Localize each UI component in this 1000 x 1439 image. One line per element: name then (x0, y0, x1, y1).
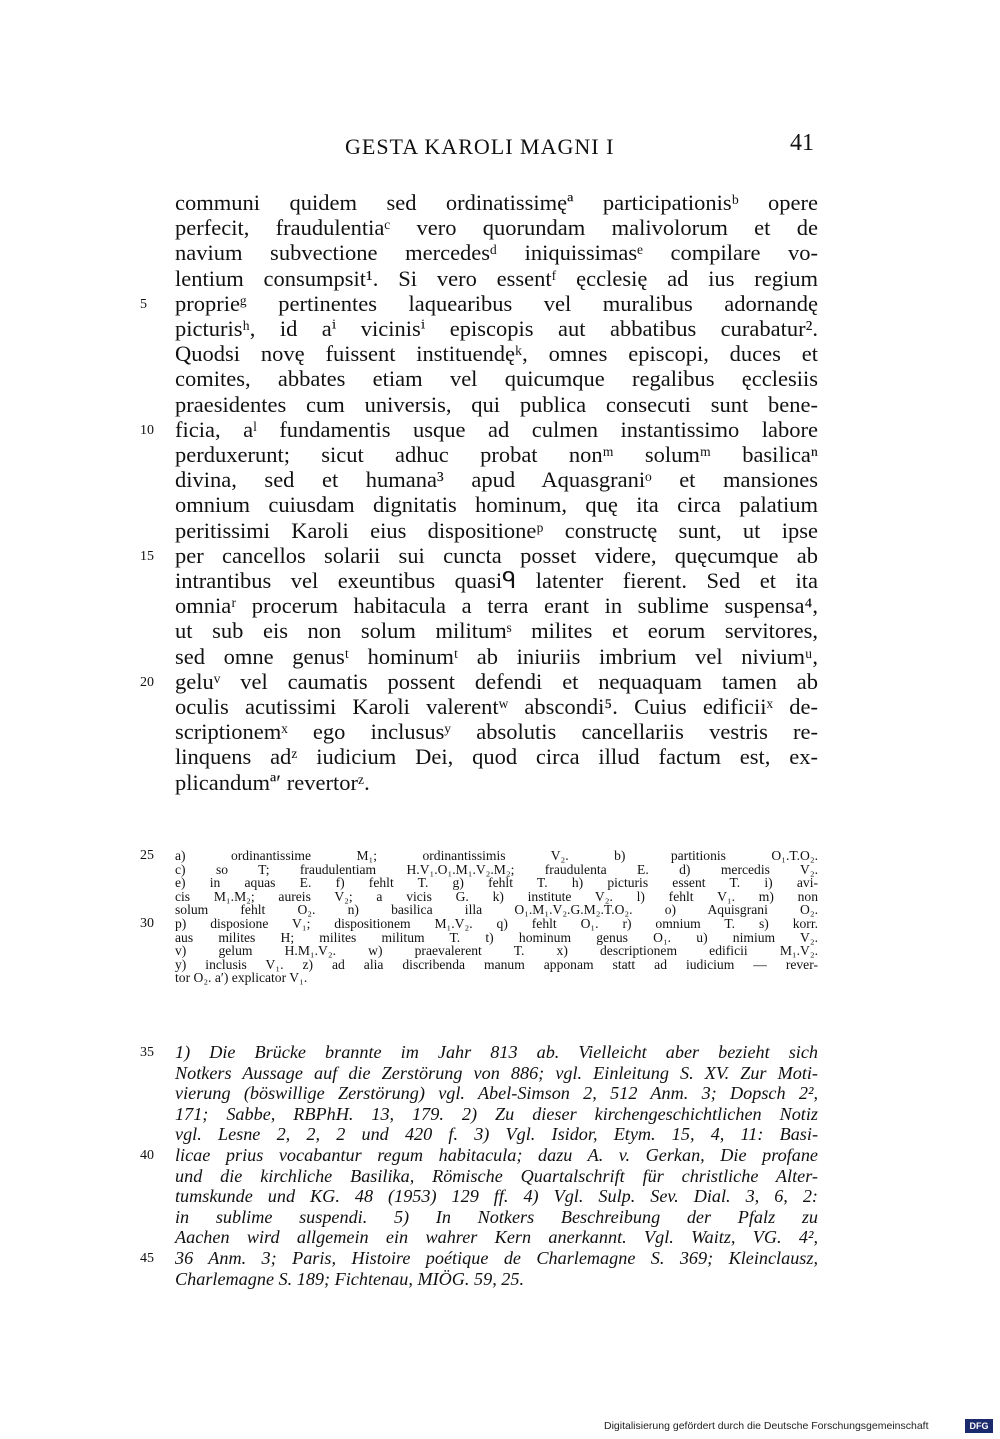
commentary-line: Aachen wird allgemein ein wahrer Kern anerkannt. Vgl. Waitz, VG. 4², (175, 1227, 818, 1248)
line-number: 45 (140, 1251, 154, 1266)
line-number: 35 (140, 1045, 154, 1060)
line-number: 15 (140, 548, 154, 564)
apparatus-line: p) disposione V₁; dispositionem M₁.V₂. q) fehlt O₁. r) omnium T. s) korr. (175, 916, 818, 931)
commentary-line: in sublime suspendi. 5) In Notkers Beschreibung der Pfalz zu (175, 1206, 818, 1227)
apparatus-line: aus milites H; milites militum T. t) hominum genus O₁. u) nimium V₂. (175, 929, 818, 945)
body-text-line: peritissimi Karoli eius dispositioneᵖ constructę sunt, ut ipse (175, 517, 818, 543)
body-text-line: sed omne genusᵗ hominumᵗ ab iniuriis imbrium vel niviumᵘ, (175, 643, 818, 669)
dfg-logo: DFG (965, 1419, 993, 1433)
line-number: 30 (140, 916, 154, 931)
commentary-line: Charlemagne S. 189; Fichtenau, MIÖG. 59, 25. (175, 1268, 525, 1289)
page-header (0, 128, 1000, 168)
line-number: 40 (140, 1148, 154, 1163)
body-text-line: linquens adᶻ iudicium Dei, quod circa illud factum est, ex- (175, 744, 818, 770)
commentary-line: 1) Die Brücke brannte im Jahr 813 ab. Vielleicht aber bezieht sich (175, 1042, 818, 1062)
running-title: GESTA KAROLI MAGNI I (345, 134, 615, 159)
line-number: 5 (140, 296, 147, 312)
body-text-line: navium subvectione mercedesᵈ iniquissimasᵉ compilare vo- (175, 240, 818, 266)
body-text-line: oculis acutissimi Karoli valerentʷ abscondi⁵. Cuius edificiiˣ de- (175, 694, 818, 719)
body-text-line: geluᵛ vel caumatis possent defendi et nequaquam tamen ab (175, 668, 818, 694)
body-text-line: proprieᵍ pertinentes laquearibus vel muralibus adornandę (175, 290, 818, 316)
body-text-line: praesidentes cum universis, qui publica consecuti sunt bene- (175, 391, 818, 417)
body-text-line: comites, abbates etiam vel quicumque regalibus ęcclesiis (175, 366, 818, 392)
apparatus-line: solum fehlt O₂. n) basilica illa O₁.M₁.V₂.G.M₂.T.O₂. o) Aquisgrani O₂. (175, 902, 818, 918)
commentary-line: 36 Anm. 3; Paris, Histoire poétique de Charlemagne S. 369; Kleinclausz, (175, 1248, 818, 1268)
apparatus-line: tor O₂. a′) explicator V₁. (175, 970, 308, 986)
funding-note: Digitalisierung gefördert durch die Deutsche Forschungsgemeinschaft (604, 1420, 929, 1432)
body-text-line: ficia, aˡ fundamentis usque ad culmen instantissimo labore (175, 416, 818, 442)
apparatus-line: v) gelum H.M₁.V₂. w) praevalerent T. x) descriptionem edificii M₁.V₂. (175, 943, 818, 959)
body-text-line: perduxerunt; sicut adhuc probat nonᵐ solumᵐ basilicaⁿ (175, 442, 818, 467)
line-number: 10 (140, 422, 154, 438)
commentary-line: Notkers Aussage auf die Zerstörung von 886; vgl. Einleitung S. XV. Zur Moti- (175, 1062, 818, 1083)
commentary-line: und die kirchliche Basilika, Römische Quartalschrift für christliche Alter- (175, 1165, 818, 1186)
body-text-line: lentium consumpsit¹. Si vero essentᶠ ęcclesię ad ius regium (175, 265, 818, 291)
body-text-line: per cancellos solarii sui cuncta posset videre, quęcumque ab (175, 542, 818, 568)
body-text-line: Quodsi novę fuissent instituendęᵏ, omnes episcopi, duces et (175, 341, 818, 367)
line-number: 20 (140, 674, 154, 690)
apparatus-line: y) inclusis V₁. z) ad alia discribenda manum apponam statt ad iudicium — rever- (175, 956, 818, 972)
body-text-line: scriptionemˣ ego inclususʸ absolutis cancellariis vestris re- (175, 719, 818, 745)
apparatus-line: c) so T; fraudulentiam H.V₁.O₁.M₁.V₂.M₂; fraudulenta E. d) mercedis V₂. (175, 861, 818, 877)
apparatus-line: cis M₁.M₂; aureis V₂; a vicis G. k) institute V₂. l) fehlt V₁. m) non (175, 888, 818, 904)
line-number: 25 (140, 848, 154, 863)
commentary-line: licae prius vocabantur regum habitacula; dazu A. v. Gerkan, Die profane (175, 1145, 818, 1165)
apparatus-line: a) ordinantissime M₁; ordinantissimis V₂. b) partitionis O₁.T.O₂. (175, 848, 818, 863)
commentary-line: vierung (böswillige Zerstörung) vgl. Abel-Simson 2, 512 Anm. 3; Dopsch 2², (175, 1083, 818, 1104)
body-text-line: ut sub eis non solum militumˢ milites et eorum servitores, (175, 618, 818, 644)
commentary-line: vgl. Lesne 2, 2, 2 und 420 f. 3) Vgl. Isidor, Etym. 15, 4, 11: Basi- (175, 1124, 818, 1145)
body-text-line: picturisʰ, id aⁱ vicinisⁱ episcopis aut abbatibus curabatur². (175, 316, 818, 341)
page-number: 41 (790, 130, 814, 156)
body-text-line: divina, sed et humana³ apud Aquasgraniᵒ et mansiones (175, 467, 818, 493)
body-text-line: omniaʳ procerum habitacula a terra erant in sublime suspensa⁴, (175, 593, 818, 619)
body-text-line: perfecit, fraudulentiaᶜ vero quorundam malivolorum et de (175, 215, 818, 241)
commentary-line: tumskunde und KG. 48 (1953) 129 ff. 4) Vgl. Sulp. Sev. Dial. 3, 6, 2: (175, 1186, 818, 1207)
body-text-line: plicandumª′ revertorᶻ. (175, 769, 370, 795)
body-text-line: omnium cuiusdam dignitatis hominum, quę ita circa palatium (175, 492, 818, 518)
body-text-line: communi quidem sed ordinatissimęª participationisᵇ opere (175, 190, 818, 215)
body-text-line: intrantibus vel exeuntibus quasiᑫ latenter fierent. Sed et ita (175, 568, 818, 593)
apparatus-line: e) in aquas E. f) fehlt T. g) fehlt T. h) picturis essent T. i) avi- (175, 875, 818, 891)
commentary-line: 171; Sabbe, RBPhH. 13, 179. 2) Zu dieser kirchengeschichtlichen Notiz (175, 1103, 818, 1124)
